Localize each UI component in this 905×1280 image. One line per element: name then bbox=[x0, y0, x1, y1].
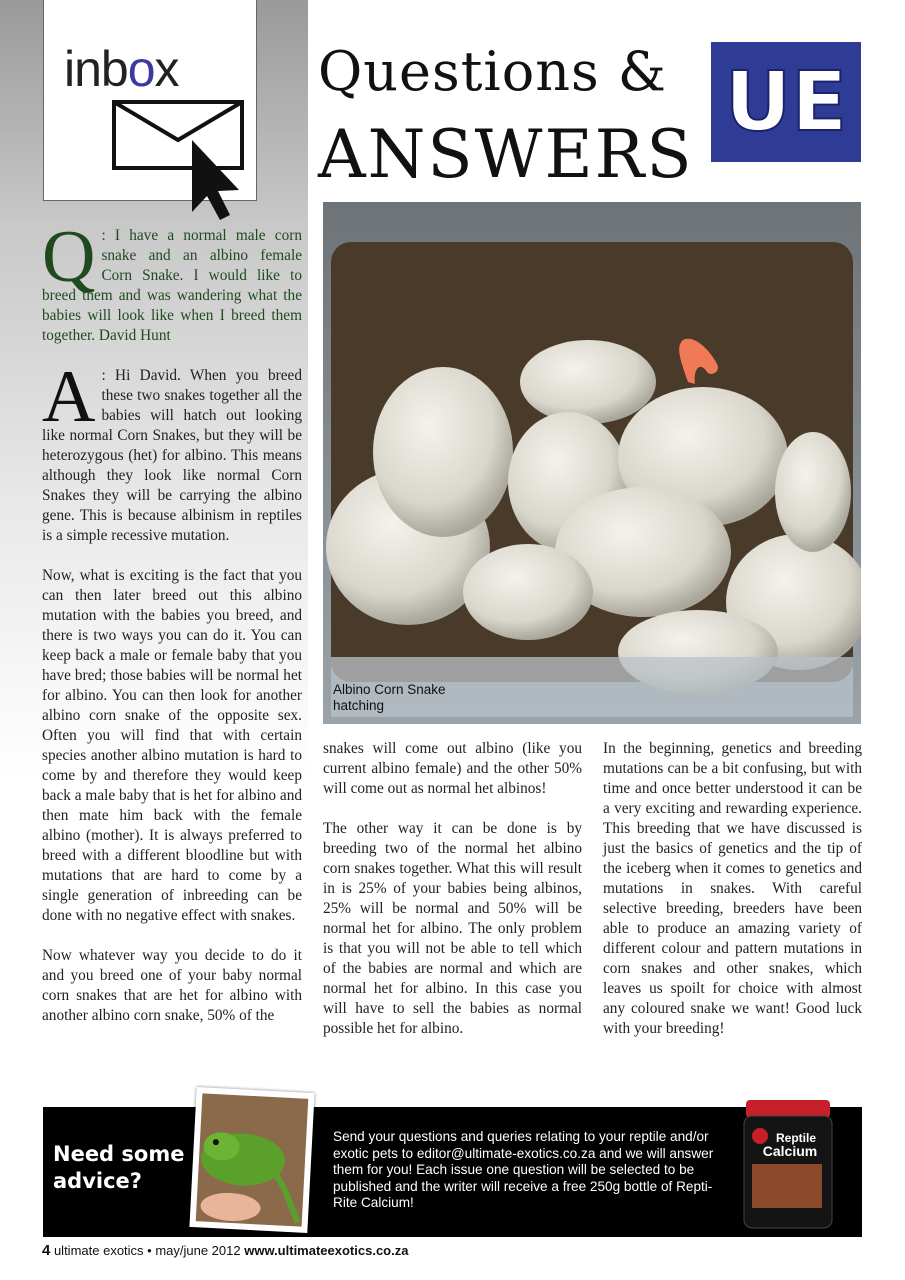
answer-paragraph-1: A : Hi David. When you breed these two snakes together all the babies will hatch out looking like normal Corn Snakes, but they will be heterozygous (het) for albino. This means although they look like normal Corn Snakes they will be carrying the albino gene. This is because albinism in reptiles is a simple recessive mutation. bbox=[42, 356, 302, 544]
banner-text: Send your questions and queries relating to your reptile and/or exotic pets to editor@ultimate-exotics.co.za and we will answer them for you! Each issue one question will be selected to be published and the writer will receive a free 250g bottle of Repti-Rite Calcium! bbox=[333, 1129, 714, 1210]
article-column-1 bbox=[42, 216, 302, 1046]
page-footer bbox=[42, 1242, 408, 1259]
egg-container-image bbox=[323, 202, 861, 724]
envelope-icon bbox=[112, 100, 247, 225]
page-number: 4 bbox=[42, 1242, 51, 1259]
answer-paragraph-2: Now, what is exciting is the fact that you can then later breed out this albino mutation with the babies you breed, and there is two ways you can do it. You can keep back a male or female baby that you have bred; those babies will be normal het for albino. You can then look for another albino corn snake of the opposite sex. Often you will find that with certain species another albino mutation is hard to come by and therefore they would keep back a male baby that is het for albino and then mate him back with the female albino (mother). It is always preferred to breed with a different bloodline but with mutations that are hard to come by a single generation of inbreeding can be done with no negative effect with snakes. bbox=[42, 567, 302, 924]
inbox-logo bbox=[43, 0, 257, 201]
inbox-word: inbox bbox=[64, 41, 179, 97]
footer-text: ultimate exotics • may/june 2012 bbox=[50, 1243, 245, 1258]
calcium-product bbox=[742, 1098, 834, 1230]
photo-caption-line1: Albino Corn Snake bbox=[333, 682, 446, 697]
ue-logo bbox=[711, 42, 861, 162]
product-name-1: Reptile bbox=[775, 1131, 817, 1145]
hatching-photo bbox=[323, 202, 861, 724]
answer-paragraph-3: Now whatever way you decide to do it and you breed one of your baby normal corn snakes that are het for albino with another albino corn snake, 50% of the bbox=[42, 947, 302, 1024]
footer-url[interactable]: www.ultimateexotics.co.za bbox=[244, 1243, 409, 1258]
svg-text:UE: UE bbox=[724, 55, 848, 150]
ue-logo-mark bbox=[711, 42, 861, 162]
article-column-3 bbox=[603, 739, 862, 1059]
advice-banner bbox=[43, 1107, 862, 1237]
page-title-line1: Questions & bbox=[318, 40, 667, 103]
product-name-2: Calcium bbox=[762, 1143, 818, 1159]
answer-paragraph-4: snakes will come out albino (like you current albino female) and the other 50% will come out as normal het albinos! bbox=[323, 740, 582, 797]
answer-paragraph-6: In the beginning, genetics and breeding mutations can be a bit confusing, but with time and once better understood it can be a very exciting and rewarding experience. This breeding that we have discussed is just the basics of genetics and the tip of the iceberg when it comes to genetics and mutations in snakes. With careful selective breeding, breeders have been able to produce an amazing variety of different colour and pattern mutations in corn snakes and other snakes, which leaves us spoilt for choice with almost any coloured snake we want! Good luck with your breeding! bbox=[603, 740, 862, 1037]
question-paragraph: Q : I have a normal male corn snake and an albino female Corn Snake. I would like to breed them and was wandering what the babies will look like when I breed them together. David Hunt bbox=[42, 216, 302, 344]
calcium-bottle-image bbox=[742, 1098, 834, 1230]
answer-dropcap: A bbox=[42, 356, 96, 438]
article-column-2 bbox=[323, 739, 582, 1059]
photo-caption-line2: hatching bbox=[333, 698, 385, 713]
iguana-image bbox=[189, 1087, 314, 1233]
banner-title: Need some advice? bbox=[53, 1142, 185, 1193]
question-dropcap: Q bbox=[42, 216, 96, 298]
iguana-photo bbox=[189, 1087, 314, 1233]
page-title-line2: ANSWERS bbox=[318, 116, 694, 193]
answer-paragraph-5: The other way it can be done is by breeding two of the normal het albino corn snakes together. What this will result in is 25% of your babies being albinos, 25% will be normal and 50% will be normal het for albino. The only problem is that you will not be able to tell which of the babies are normal and which are normal het for albino. In this case you will have to sell the babies as normal possible het for albino. bbox=[323, 820, 582, 1037]
